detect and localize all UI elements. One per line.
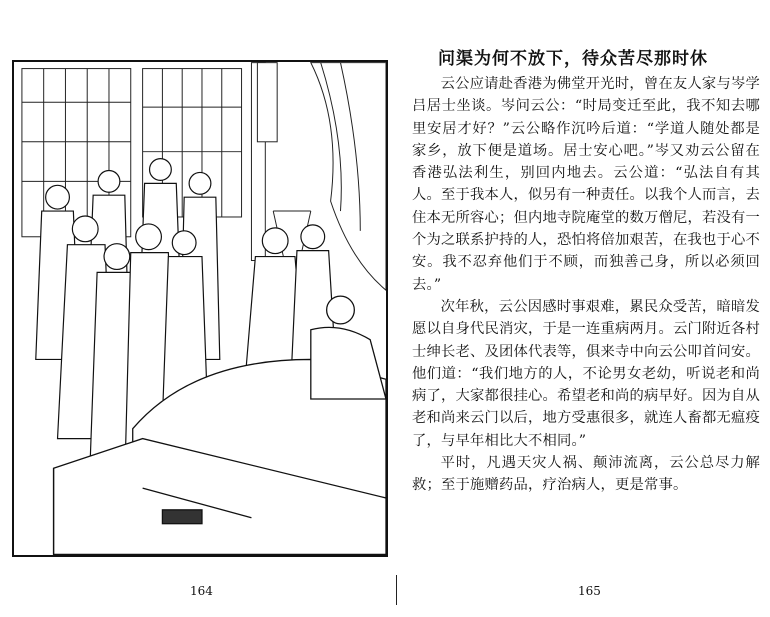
page-number-right: 165 (578, 584, 601, 598)
paragraph: 云公应请赴香港为佛堂开光时，曾在友人家与岑学吕居士坐谈。岑问云公：“时局变迁至此，我不知去哪里安居才好？”云公略作沉吟后道：“学道人随处都是家乡，放下便是道场。居士安心吧。”岑又劝云公留在香港弘法利生，别回内地去。云公道：“弘法自有其人。至于我本人，似另有一种责任。以我个人而言，去住本无所容心；但内地寺院庵堂的数万僧尼，若没有一个为之联系护持的人，恐怕将倍加艰苦，在我也于心不安。我不忍弃他们于不顾，而独善己身，所以必须回去。” (412, 76, 760, 293)
paragraph: 平时，凡遇天灾人祸、颠沛流离，云公总尽力解救；至于施赠药品，疗治病人，更是常事。 (412, 455, 760, 494)
paragraph: 次年秋，云公因感时事艰难，累民众受苦，暗暗发愿以自身代民消灾，于是一连重病两月。云门附近各村士绅长老、及团体代表等，俱来寺中向云公叩首问安。他们道：“我们地方的人，不论男女老幼，听说老和尚病了，大家都很挂心。希望老和尚的病早好。因为自从老和尚来云门以后，地方受惠很多，就连人畜都无瘟疫了，与早年相比大不相同。” (412, 298, 760, 449)
page-number-left: 164 (190, 584, 213, 598)
ink-illustration (12, 60, 388, 557)
page-gutter (396, 575, 398, 605)
chapter-title: 问渠为何不放下，待众苦尽那时休 (438, 49, 708, 69)
body-text (412, 73, 760, 497)
illustration-drawing (14, 62, 386, 555)
